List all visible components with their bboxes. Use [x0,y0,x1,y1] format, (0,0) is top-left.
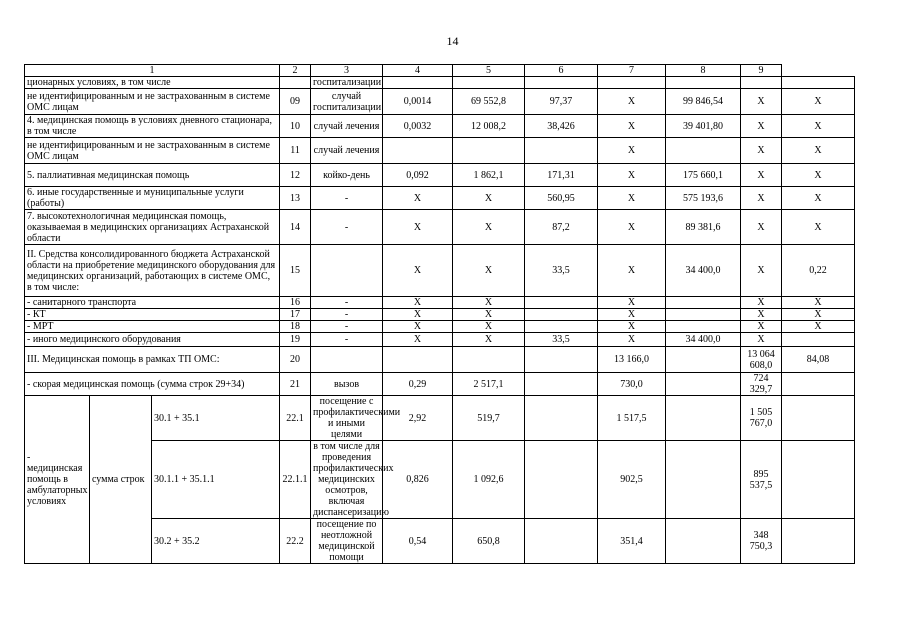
row-unit: случай госпитализации [311,89,383,115]
cell-c3 [383,347,453,373]
cell-c5 [525,373,598,396]
cell-c6: X [598,138,666,164]
row-unit: в том числе для проведения профилактических медицинских осмотров, включая диспансеризацию [311,441,383,519]
row-unit: - [311,297,383,309]
row-name: III. Медицинская помощь в рамках ТП ОМС: [25,347,280,373]
cell-c5: 560,95 [525,187,598,210]
cell-c6: X [598,333,666,347]
row-unit: - [311,309,383,321]
ambulatory-label: - медицинская помощь в амбулаторных условиях [25,396,90,564]
cell-c5: 33,5 [525,333,598,347]
cell-c3: 0,092 [383,164,453,187]
cell-c5 [525,138,598,164]
row-formula: 30.1 + 35.1 [152,396,280,441]
financing-table [24,64,855,564]
cell-c8: 724 329,7 [741,373,782,396]
cell-c4: 519,7 [453,396,525,441]
cell-c5: 38,426 [525,115,598,138]
sum-label: сумма строк [90,396,152,564]
cell-c3: X [383,321,453,333]
cell-c3 [383,77,453,89]
cell-c9 [782,373,855,396]
cell-c8: 895 537,5 [741,441,782,519]
cell-c4: 2 517,1 [453,373,525,396]
table-row [25,347,855,373]
cell-c4: X [453,309,525,321]
row-name: - КТ [25,309,280,321]
cell-c5: 33,5 [525,245,598,297]
table-row [25,164,855,187]
cell-c3: 2,92 [383,396,453,441]
row-formula: 30.1.1 + 35.1.1 [152,441,280,519]
cell-c6: X [598,187,666,210]
cell-c8: X [741,89,782,115]
cell-c7: 34 400,0 [666,333,741,347]
cell-c3: 0,29 [383,373,453,396]
cell-c9: X [782,115,855,138]
page-number: 14 [446,34,459,48]
row-code: 19 [280,333,311,347]
table-row [25,245,855,297]
cell-c3: X [383,187,453,210]
row-name: 4. медицинская помощь в условиях дневного стационара, в том числе [25,115,280,138]
row-unit: случай лечения [311,138,383,164]
cell-c9: 84,08 [782,347,855,373]
cell-c3: 0,0032 [383,115,453,138]
row-code: 22.2 [280,519,311,564]
cell-c5 [525,519,598,564]
row-unit: - [311,210,383,245]
table-row [25,187,855,210]
cell-c4: X [453,187,525,210]
cell-c3: X [383,297,453,309]
cell-c7: 99 846,54 [666,89,741,115]
cell-c8: 13 064 608,0 [741,347,782,373]
cell-c6: X [598,115,666,138]
cell-c7 [666,373,741,396]
cell-c6: X [598,164,666,187]
row-name: - санитарного транспорта [25,297,280,309]
column-number-row [25,65,855,77]
cell-c6: X [598,297,666,309]
row-unit: посещение с профилактическими и иными целями [311,396,383,441]
cell-c6: 351,4 [598,519,666,564]
table-row [25,333,855,347]
row-code: 20 [280,347,311,373]
cell-c9: X [782,89,855,115]
cell-c6: 1 517,5 [598,396,666,441]
row-code: 13 [280,187,311,210]
cell-c9: X [782,210,855,245]
cell-c4 [453,77,525,89]
cell-c5 [525,347,598,373]
cell-c9: X [782,309,855,321]
cell-c5 [525,77,598,89]
cell-c7: 575 193,6 [666,187,741,210]
row-code: 22.1 [280,396,311,441]
row-name: - МРТ [25,321,280,333]
cell-c9 [782,441,855,519]
row-unit [311,347,383,373]
cell-c6 [598,77,666,89]
cell-c7 [666,77,741,89]
table-row [25,396,855,441]
row-name: - скорая медицинская помощь (сумма строк 29+34) [25,373,280,396]
row-code: 15 [280,245,311,297]
row-unit: - [311,187,383,210]
row-name: не идентифицированным и не застрахованным в системе ОМС лицам [25,89,280,115]
cell-c9 [782,77,855,89]
cell-c9: X [782,164,855,187]
row-unit: случай лечения [311,115,383,138]
cell-c7 [666,519,741,564]
row-code: 10 [280,115,311,138]
row-unit [311,245,383,297]
cell-c7 [666,441,741,519]
column-number: 4 [383,65,453,77]
cell-c8: X [741,210,782,245]
cell-c4: 650,8 [453,519,525,564]
cell-c8: X [741,321,782,333]
cell-c6: 730,0 [598,373,666,396]
cell-c9 [782,519,855,564]
cell-c8: X [741,164,782,187]
cell-c7 [666,347,741,373]
row-unit: посещение по неотложной медицинской помощи [311,519,383,564]
cell-c6: X [598,321,666,333]
cell-c9: 0,22 [782,245,855,297]
cell-c8: X [741,138,782,164]
cell-c5 [525,396,598,441]
cell-c4: 12 008,2 [453,115,525,138]
row-code: 14 [280,210,311,245]
cell-c4: X [453,333,525,347]
row-formula: 30.2 + 35.2 [152,519,280,564]
cell-c9 [782,396,855,441]
column-number: 3 [311,65,383,77]
cell-c3: 0,826 [383,441,453,519]
cell-c9: X [782,187,855,210]
cell-c6: X [598,245,666,297]
row-code: 16 [280,297,311,309]
cell-c4: 1 862,1 [453,164,525,187]
cell-c9: X [782,138,855,164]
cell-c5: 87,2 [525,210,598,245]
cell-c4 [453,138,525,164]
row-code: 21 [280,373,311,396]
row-unit: койко-день [311,164,383,187]
table-row [25,321,855,333]
row-name: II. Средства консолидированного бюджета Астраханской области на приобретение медицинского оборудования для медицинских организаций, работающих в системе ОМС, в том числе: [25,245,280,297]
row-code: 11 [280,138,311,164]
column-number: 7 [598,65,666,77]
row-code [280,77,311,89]
cell-c8: X [741,333,782,347]
cell-c6: 902,5 [598,441,666,519]
cell-c7: 34 400,0 [666,245,741,297]
column-number: 5 [453,65,525,77]
cell-c7 [666,309,741,321]
row-code: 09 [280,89,311,115]
cell-c7: 175 660,1 [666,164,741,187]
cell-c7 [666,321,741,333]
row-name: ционарных условиях, в том числе [25,77,280,89]
cell-c3 [383,138,453,164]
cell-c8: X [741,245,782,297]
cell-c4 [453,347,525,373]
column-number: 6 [525,65,598,77]
cell-c9: X [782,321,855,333]
table-row [25,77,855,89]
table-row [25,373,855,396]
column-number: 8 [666,65,741,77]
cell-c6: X [598,210,666,245]
cell-c8: X [741,187,782,210]
row-unit: - [311,333,383,347]
row-unit: - [311,321,383,333]
row-name: - иного медицинского оборудования [25,333,280,347]
cell-c5 [525,321,598,333]
cell-c8: 1 505 767,0 [741,396,782,441]
table-row [25,210,855,245]
cell-c4: X [453,210,525,245]
cell-c3: X [383,333,453,347]
cell-c6: X [598,309,666,321]
table-row [25,89,855,115]
cell-c5: 97,37 [525,89,598,115]
row-unit: вызов [311,373,383,396]
cell-c5: 171,31 [525,164,598,187]
column-number: 9 [741,65,782,77]
cell-c8 [741,77,782,89]
cell-c9 [782,333,855,347]
row-code: 12 [280,164,311,187]
row-name: 5. паллиативная медицинская помощь [25,164,280,187]
cell-c4: X [453,297,525,309]
row-name: 7. высокотехнологичная медицинская помощь, оказываемая в медицинских организациях Астраханской области [25,210,280,245]
row-name: не идентифицированным и не застрахованным в системе ОМС лицам [25,138,280,164]
row-code: 17 [280,309,311,321]
cell-c7: 89 381,6 [666,210,741,245]
cell-c7 [666,297,741,309]
cell-c4: X [453,321,525,333]
cell-c8: 348 750,3 [741,519,782,564]
cell-c6: 13 166,0 [598,347,666,373]
row-code: 22.1.1 [280,441,311,519]
cell-c3: X [383,309,453,321]
cell-c7: 39 401,80 [666,115,741,138]
cell-c7 [666,396,741,441]
cell-c7 [666,138,741,164]
cell-c4: 1 092,6 [453,441,525,519]
cell-c5 [525,297,598,309]
row-name: 6. иные государственные и муниципальные услуги (работы) [25,187,280,210]
row-code: 18 [280,321,311,333]
cell-c3: X [383,245,453,297]
cell-c3: 0,54 [383,519,453,564]
cell-c8: X [741,115,782,138]
cell-c6: X [598,89,666,115]
cell-c8: X [741,309,782,321]
cell-c4: X [453,245,525,297]
column-number: 1 [25,65,280,77]
cell-c5 [525,309,598,321]
column-number: 2 [280,65,311,77]
cell-c4: 69 552,8 [453,89,525,115]
table-row [25,309,855,321]
cell-c3: X [383,210,453,245]
cell-c5 [525,441,598,519]
table-row [25,138,855,164]
table-row [25,115,855,138]
row-unit: госпитализации [311,77,383,89]
cell-c8: X [741,297,782,309]
cell-c3: 0,0014 [383,89,453,115]
cell-c9: X [782,297,855,309]
table-row [25,297,855,309]
